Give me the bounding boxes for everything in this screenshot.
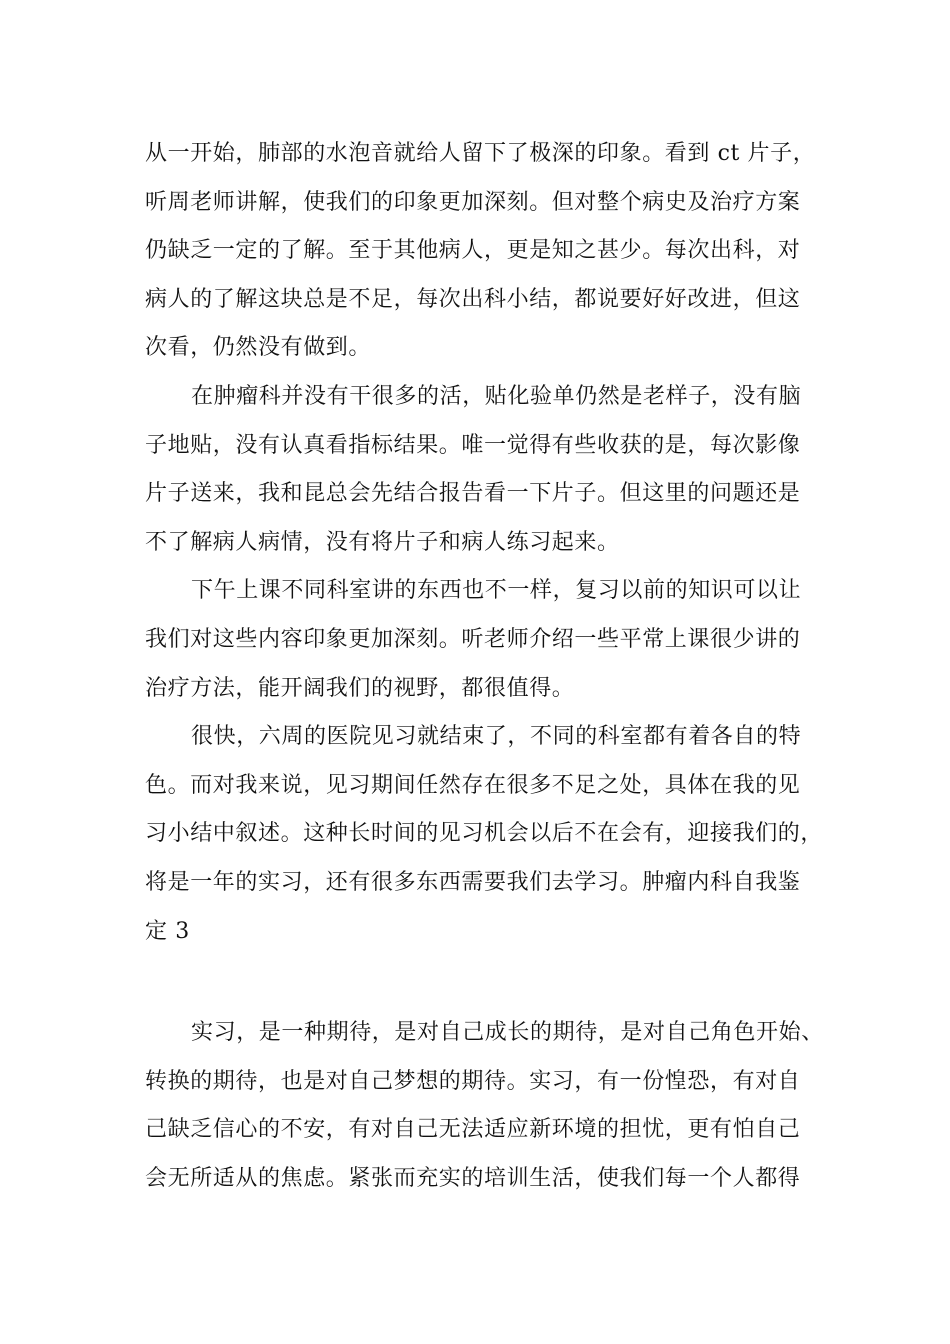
paragraph-5 (145, 1009, 825, 1203)
document-body (145, 130, 825, 1203)
paragraph-2 (145, 373, 825, 567)
text-line: 转换的期待，也是对自己梦想的期待。实习，有一份惶恐，有对自 (145, 1068, 801, 1094)
text-line: 子地贴，没有认真看指标结果。唯一觉得有些收获的是，每次影像 (145, 432, 801, 458)
text-line: 会无所适从的焦虑。紧张而充实的培训生活，使我们每一个人都得 (145, 1165, 801, 1191)
paragraph-3 (145, 567, 825, 713)
text-line: 定 3 (145, 918, 190, 944)
text-line: 色。而对我来说，见习期间任然存在很多不足之处，具体在我的见 (145, 772, 801, 798)
text-line: 病人的了解这块总是不足，每次出科小结，都说要好好改进，但这 (145, 286, 801, 312)
text-line: 下午上课不同科室讲的东西也不一样，复习以前的知识可以让 (191, 578, 802, 604)
text-line: 己缺乏信心的不安，有对自己无法适应新环境的担忧，更有怕自己 (145, 1117, 801, 1143)
text-line: 将是一年的实习，还有很多东西需要我们去学习。肿瘤内科自我鉴 (145, 869, 801, 895)
text-line: 在肿瘤科并没有干很多的活，贴化验单仍然是老样子，没有脑 (191, 383, 802, 409)
text-line: 实习，是一种期待，是对自己成长的期待，是对自己角色开始、 (191, 1020, 824, 1046)
text-line: 从一开始，肺部的水泡音就给人留下了极深的印象。看到 ct 片子， (145, 141, 816, 166)
section-gap (145, 956, 825, 1009)
text-line: 很快，六周的医院见习就结束了，不同的科室都有着各自的特 (191, 724, 802, 750)
paragraph-4 (145, 713, 825, 956)
text-line: 听周老师讲解，使我们的印象更加深刻。但对整个病史及治疗方案 (145, 189, 801, 215)
text-line: 不了解病人病情，没有将片子和病人练习起来。 (145, 529, 620, 555)
text-line: 次看，仍然没有做到。 (145, 335, 372, 361)
text-line: 仍缺乏一定的了解。至于其他病人，更是知之甚少。每次出科，对 (145, 238, 801, 264)
text-line: 习小结中叙述。这种长时间的见习机会以后不在会有，迎接我们的， (145, 821, 824, 847)
text-line: 我们对这些内容印象更加深刻。听老师介绍一些平常上课很少讲的 (145, 626, 801, 652)
text-line: 治疗方法，能开阔我们的视野，都很值得。 (145, 675, 575, 701)
text-line: 片子送来，我和昆总会先结合报告看一下片子。但这里的问题还是 (145, 481, 801, 507)
paragraph-1 (145, 130, 825, 373)
